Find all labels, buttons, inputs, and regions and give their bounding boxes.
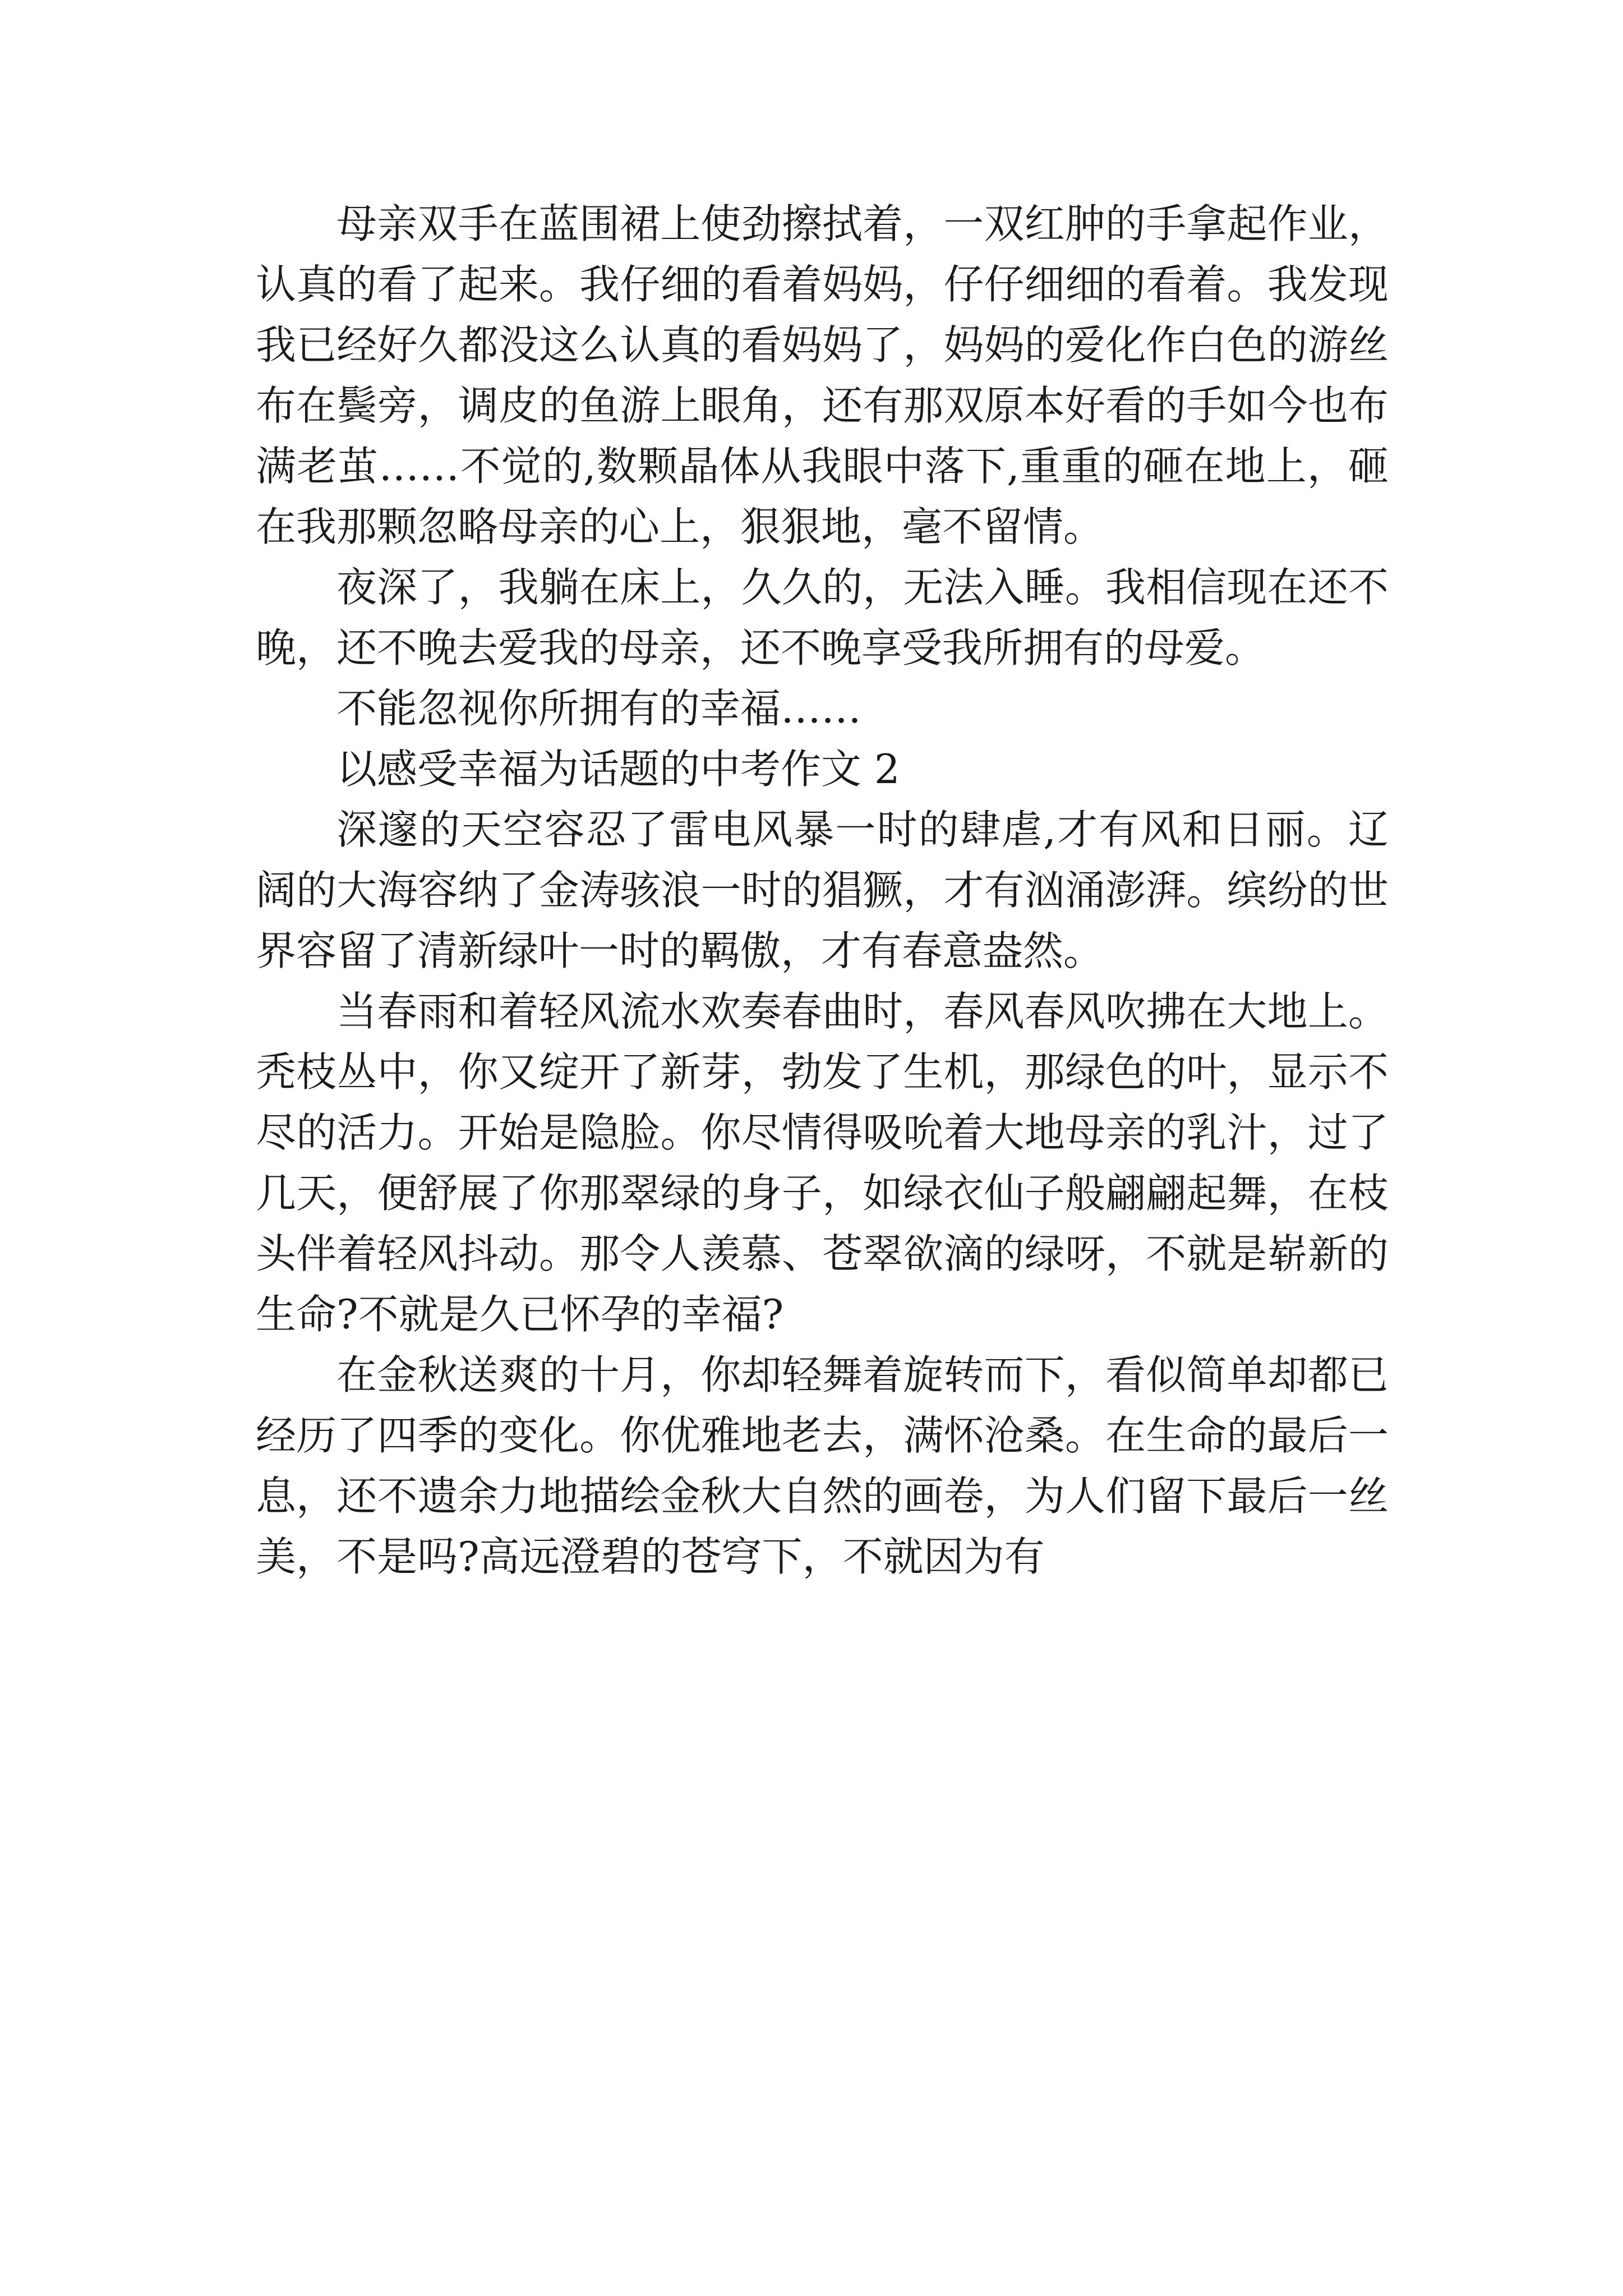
paragraph: 在金秋送爽的十月，你却轻舞着旋转而下，看似简单却都已经历了四季的变化。你优雅地老去，满怀沧桑。在生命的最后一息，还不遗余力地描绘金秋大自然的画卷，为人们留下最后一丝美，不是吗?高远澄碧的苍穹下，不就因为有 [256, 1351, 1389, 1580]
paragraph: 母亲双手在蓝围裙上使劲擦拭着，一双红肿的手拿起作业，认真的看了起来。我仔细的看着妈妈，仔仔细细的看着。我发现我已经好久都没这么认真的看妈妈了，妈妈的爱化作白色的游丝布在鬓旁，调皮的鱼游上眼角，还有那双原本好看的手如今也布满老茧……不觉的,数颗晶体从我眼中落下,重重的砸在地上，砸在我那颗忽略母亲的心上，狠狠地，毫不留情。 [256, 200, 1389, 550]
document-body [256, 194, 1389, 1587]
section-heading: 以感受幸福为话题的中考作文 2 [336, 746, 900, 793]
paragraph: 夜深了，我躺在床上，久久的，无法入睡。我相信现在还不晚，还不晚去爱我的母亲，还不晚享受我所拥有的母爱。 [256, 564, 1389, 671]
paragraph: 深邃的天空容忍了雷电风暴一时的肆虐,才有风和日丽。辽阔的大海容纳了金涛骇浪一时的猖獗，才有汹涌澎湃。缤纷的世界容留了清新绿叶一时的羁傲，才有春意盎然。 [256, 806, 1389, 974]
paragraph: 不能忽视你所拥有的幸福…… [336, 685, 862, 732]
paragraph: 当春雨和着轻风流水欢奏春曲时，春风春风吹拂在大地上。秃枝丛中，你又绽开了新芽，勃发了生机，那绿色的叶，显示不尽的活力。开始是隐脸。你尽情得吸吮着大地母亲的乳汁，过了几天，便舒展了你那翠绿的身子，如绿衣仙子般翩翩起舞，在枝头伴着轻风抖动。那令人羡慕、苍翠欲滴的绿呀，不就是崭新的生命?不就是久已怀孕的幸福? [256, 988, 1389, 1338]
